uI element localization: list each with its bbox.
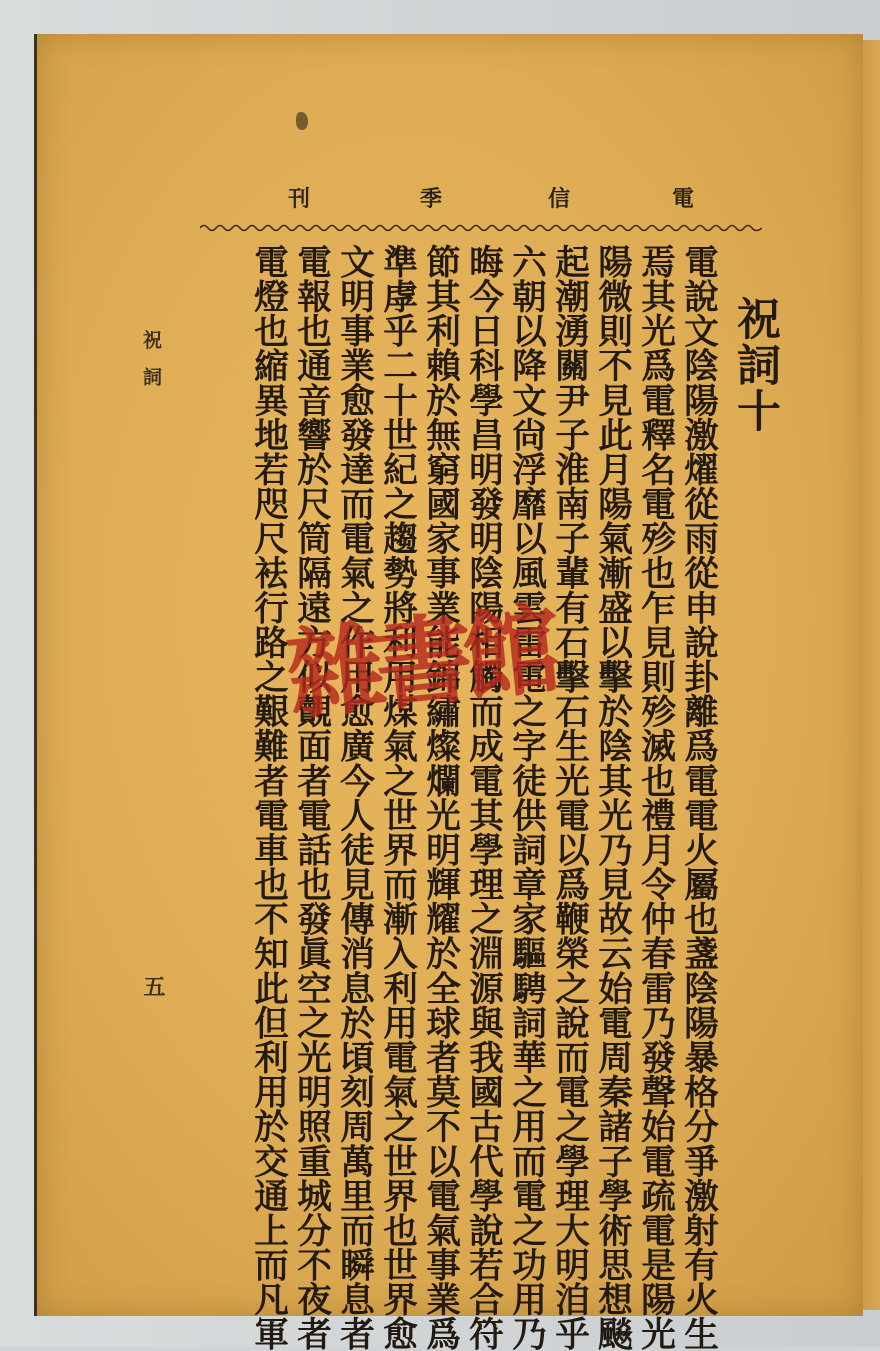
text-column-5: 六朝以降文尙浮靡以風雲雷電之字徒供詞章家驅騁詞華之用而電之功用乃 [505, 244, 546, 1351]
text-column-2: 焉其光爲電釋名電殄也乍見則殄滅也禮月令仲春雷乃發聲始電疏電是陽光 [634, 244, 675, 1351]
header-char-xin: 信 [548, 186, 571, 212]
header-char-kan: 刊 [288, 186, 311, 212]
header-wavy-rule [200, 222, 762, 234]
text-column-1: 電說文陰陽激燿從雨從申說卦離爲電電火屬也盞陰陽暴格分爭激射有火生 [677, 244, 718, 1351]
text-column-8: 準虖乎二十世紀之趨勢將利用煤氣之世界而漸入利用電氣之世界也世界愈 [376, 244, 417, 1351]
text-column-11: 電燈也縮異地若咫尺袪行路之艱難者電車也不知此但利用於交通上而凡軍 [247, 244, 288, 1351]
ink-smudge [296, 112, 308, 130]
text-column-7: 節其利賴於無窮國家事業能錦繡燦爛光明輝耀於全球者莫不以電氣事業爲 [419, 244, 460, 1351]
text-column-10: 電報也通音響於尺筒隔遠方似覿面者電話也發眞空之光明照重城分不夜者 [290, 244, 331, 1351]
page-number: 五 [140, 975, 166, 997]
header-char-dian: 電 [672, 186, 695, 212]
side-section-label: 祝詞 [140, 330, 162, 404]
text-column-9: 文明事業愈發達而電氣之作用愈廣今人徒見傳消息於頃刻周萬里而瞬息者 [333, 244, 374, 1351]
header-char-ji: 季 [420, 186, 443, 212]
library-seal-watermark: 雜書館 [281, 592, 557, 735]
article-title: 祝詞十 [729, 296, 780, 434]
text-column-4: 起潮湧關尹子淮南子輩有石擊石生光電以爲鞭榮之說而電之學理大明洎乎 [548, 244, 589, 1351]
text-column-6: 晦今日科學昌明發明陰陽相觸而成電其學理之淵源與我國古代學說若合符 [462, 244, 503, 1351]
text-column-3: 陽微則不見此月陽氣漸盛以擊於陰其光乃見故云始電周秦諸子學術思想飈 [591, 244, 632, 1351]
